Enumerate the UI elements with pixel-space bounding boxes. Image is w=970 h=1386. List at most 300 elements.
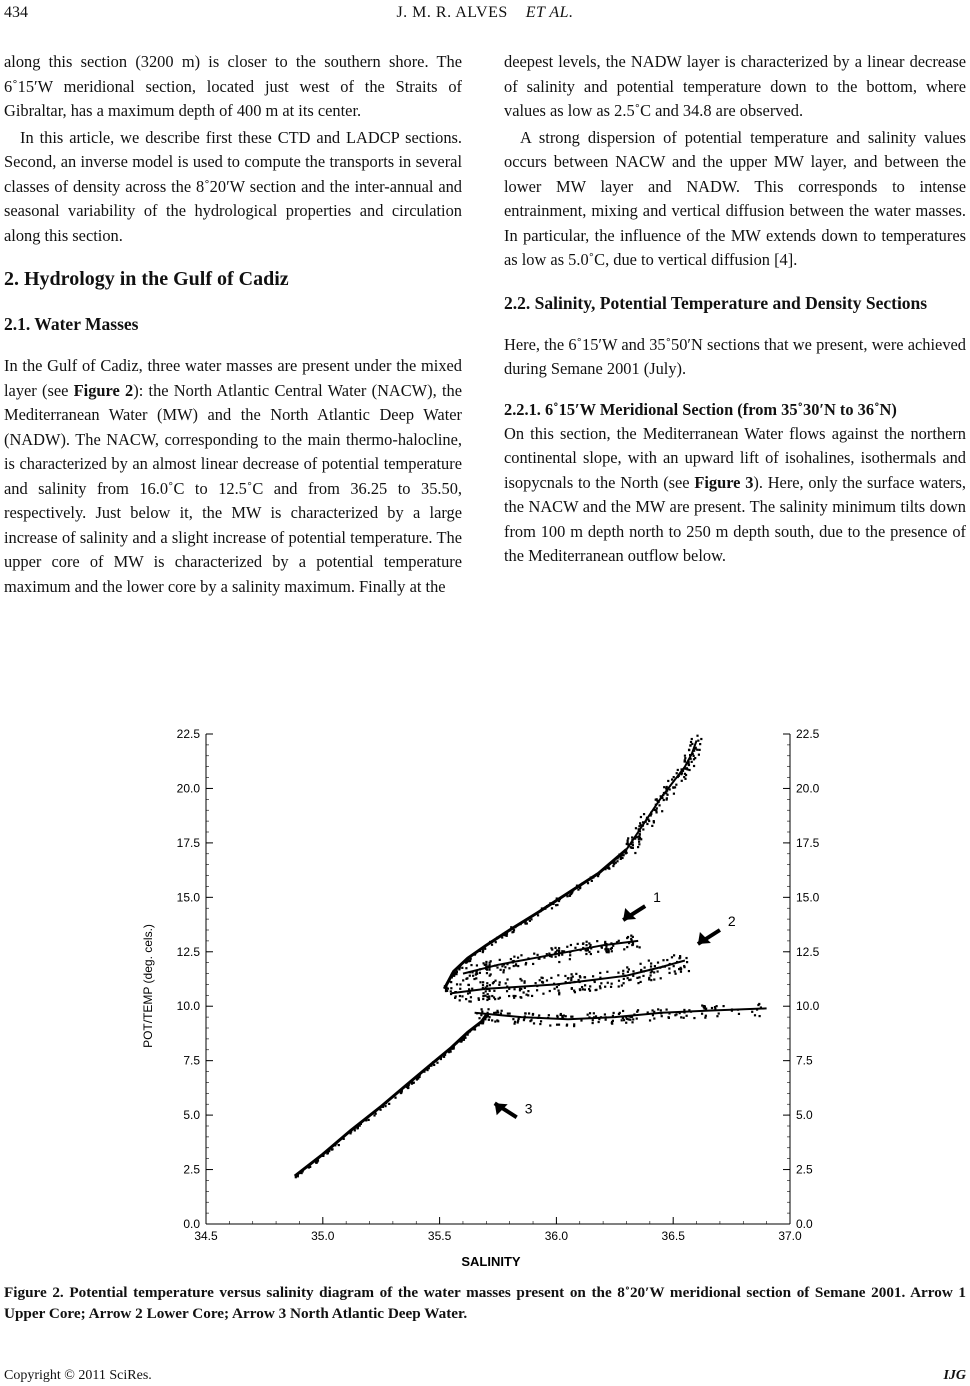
data-point bbox=[604, 986, 606, 988]
data-point bbox=[703, 1005, 705, 1007]
data-point bbox=[579, 976, 581, 978]
data-point bbox=[504, 966, 506, 968]
data-point bbox=[681, 780, 683, 782]
paragraph: In this article, we describe first these CTD and LADCP sections. Second, an inverse model is used to compute the transports in several classes of density across the 8˚20′W section and the inter-annual and seasonal variability of the hydrological properties and circulation along this section. bbox=[4, 127, 462, 245]
y-tick-label: 7.5 bbox=[183, 1053, 200, 1068]
data-point bbox=[642, 975, 644, 977]
data-point bbox=[536, 989, 538, 991]
figure-ref[interactable]: Figure 3 bbox=[694, 472, 754, 492]
data-point bbox=[527, 990, 529, 992]
data-point bbox=[523, 991, 525, 993]
data-point bbox=[482, 984, 484, 986]
data-point bbox=[646, 823, 648, 825]
data-point bbox=[553, 988, 555, 990]
data-point bbox=[587, 1014, 589, 1016]
data-point bbox=[574, 947, 576, 949]
data-point bbox=[638, 825, 640, 827]
data-point bbox=[499, 959, 501, 961]
data-point bbox=[660, 1009, 662, 1011]
data-point bbox=[686, 1015, 688, 1017]
data-point bbox=[450, 987, 452, 989]
data-point bbox=[573, 1023, 575, 1025]
data-point bbox=[696, 735, 698, 737]
data-point bbox=[662, 959, 664, 961]
data-point bbox=[484, 964, 486, 966]
data-point bbox=[394, 1097, 396, 1099]
data-point bbox=[718, 1012, 720, 1014]
data-point bbox=[520, 988, 522, 990]
data-point bbox=[642, 828, 644, 830]
data-point bbox=[618, 985, 620, 987]
data-point bbox=[558, 992, 560, 994]
y-axis-label: POT/TEMP (deg. cels.) bbox=[141, 924, 155, 1048]
data-point bbox=[542, 982, 544, 984]
figure-caption: Figure 2. Potential temperature versus salinity diagram of the water masses present on the 8˚20′W meridional section of Semane 2001. Arrow 1 Upper Core; Arrow 2 Lower Core; Arrow 3 North Atlantic Deep Water. bbox=[4, 1284, 966, 1322]
y-tick-label: 0.0 bbox=[183, 1217, 200, 1231]
data-point bbox=[648, 977, 650, 979]
data-point bbox=[581, 986, 583, 988]
data-point bbox=[683, 1017, 685, 1019]
data-point bbox=[650, 965, 652, 967]
series-line bbox=[627, 741, 697, 850]
data-point bbox=[508, 995, 510, 997]
data-point bbox=[637, 982, 639, 984]
data-point bbox=[632, 942, 634, 944]
data-point bbox=[489, 975, 491, 977]
y-tick-label: 15.0 bbox=[796, 890, 820, 905]
data-point bbox=[680, 971, 682, 973]
data-point bbox=[622, 982, 624, 984]
data-point bbox=[499, 969, 501, 971]
data-point bbox=[653, 978, 655, 980]
data-point bbox=[691, 761, 693, 763]
data-point bbox=[592, 1019, 594, 1021]
annotation-label: 3 bbox=[524, 1100, 533, 1117]
data-point bbox=[593, 1012, 595, 1014]
data-point bbox=[498, 984, 500, 986]
data-point bbox=[577, 943, 579, 945]
data-point bbox=[569, 954, 571, 956]
data-point bbox=[632, 936, 634, 938]
data-point bbox=[638, 841, 640, 843]
data-point bbox=[468, 960, 470, 962]
data-point bbox=[627, 936, 629, 938]
data-point bbox=[754, 1014, 756, 1016]
data-point bbox=[561, 1015, 563, 1017]
data-point bbox=[627, 971, 629, 973]
data-point bbox=[570, 979, 572, 981]
data-point bbox=[705, 1015, 707, 1017]
data-point bbox=[611, 947, 613, 949]
data-point bbox=[551, 907, 553, 909]
data-point bbox=[684, 759, 686, 761]
data-point bbox=[459, 983, 461, 985]
data-point bbox=[462, 979, 464, 981]
data-point bbox=[651, 825, 653, 827]
data-point bbox=[588, 988, 590, 990]
data-point bbox=[520, 954, 522, 956]
subsection-heading: 2.2. Salinity, Potential Temperature and Density Sections bbox=[504, 292, 928, 313]
data-point bbox=[622, 973, 624, 975]
data-point bbox=[519, 996, 521, 998]
data-point bbox=[639, 963, 641, 965]
data-point bbox=[628, 968, 630, 970]
data-point bbox=[556, 1015, 558, 1017]
y-tick-label: 22.5 bbox=[176, 727, 200, 741]
data-point bbox=[623, 1019, 625, 1021]
data-point bbox=[338, 1144, 340, 1146]
y-tick-label: 22.5 bbox=[796, 727, 820, 741]
x-tick-label: 34.5 bbox=[194, 1229, 218, 1243]
data-point bbox=[599, 985, 601, 987]
data-point bbox=[546, 979, 548, 981]
data-point bbox=[514, 995, 516, 997]
data-point bbox=[648, 960, 650, 962]
data-point bbox=[550, 977, 552, 979]
page-header bbox=[0, 0, 970, 30]
data-point bbox=[667, 780, 669, 782]
data-point bbox=[539, 1023, 541, 1025]
data-point bbox=[558, 950, 560, 952]
data-point bbox=[671, 778, 673, 780]
data-point bbox=[660, 977, 662, 979]
data-point bbox=[584, 984, 586, 986]
annotation-label: 1 bbox=[653, 889, 661, 906]
annotation-arrows bbox=[495, 889, 736, 1117]
data-point bbox=[470, 964, 472, 966]
data-point bbox=[491, 944, 493, 946]
data-point bbox=[564, 975, 566, 977]
data-point bbox=[542, 993, 544, 995]
data-point bbox=[490, 960, 492, 962]
data-point bbox=[536, 954, 538, 956]
data-point bbox=[622, 1010, 624, 1012]
data-point bbox=[611, 983, 613, 985]
paragraph: along this section (3200 m) is closer to the southern shore. The 6˚15′W meridional section, located just west of the Straits of Gibraltar, has a maximum depth of 400 m at its center. bbox=[4, 52, 462, 120]
y-tick-label: 15.0 bbox=[176, 890, 200, 905]
data-point bbox=[569, 958, 571, 960]
data-point bbox=[584, 989, 586, 991]
data-point bbox=[560, 1013, 562, 1015]
data-point bbox=[631, 1021, 633, 1023]
copyright: Copyright © 2011 SciRes. bbox=[4, 1368, 152, 1383]
data-point bbox=[622, 970, 624, 972]
data-point bbox=[627, 977, 629, 979]
data-point bbox=[674, 1014, 676, 1016]
data-point bbox=[538, 1014, 540, 1016]
data-point bbox=[632, 1018, 634, 1020]
data-point bbox=[688, 769, 690, 771]
data-point bbox=[629, 1019, 631, 1021]
data-point bbox=[486, 996, 488, 998]
data-point bbox=[657, 961, 659, 963]
data-point bbox=[557, 989, 559, 991]
data-point bbox=[693, 755, 695, 757]
data-point bbox=[492, 982, 494, 984]
data-point bbox=[638, 836, 640, 838]
data-point bbox=[597, 951, 599, 953]
y-tick-label: 2.5 bbox=[183, 1162, 200, 1177]
data-point bbox=[476, 973, 478, 975]
data-point bbox=[506, 990, 508, 992]
y-tick-label: 20.0 bbox=[796, 781, 820, 796]
data-point bbox=[591, 880, 593, 882]
data-point bbox=[677, 769, 679, 771]
data-point bbox=[592, 1022, 594, 1024]
data-point bbox=[672, 786, 674, 788]
data-point bbox=[613, 863, 615, 865]
data-point bbox=[456, 983, 458, 985]
data-point bbox=[668, 1017, 670, 1019]
data-point bbox=[580, 1019, 582, 1021]
figure-ref[interactable]: Figure 2 bbox=[73, 380, 134, 400]
data-point bbox=[503, 969, 505, 971]
data-point bbox=[626, 842, 628, 844]
data-point bbox=[691, 738, 693, 740]
data-point bbox=[482, 998, 484, 1000]
paragraph: deepest levels, the NADW layer is characterized by a linear decrease of salinity and potential temperature down to the bottom, where values as low as 2.5˚C and 34.8 are observed. bbox=[504, 52, 966, 120]
data-point bbox=[693, 1017, 695, 1019]
data-point bbox=[494, 1020, 496, 1022]
data-point bbox=[533, 953, 535, 955]
journal-abbrev: IJG bbox=[943, 1368, 966, 1383]
data-point bbox=[604, 948, 606, 950]
data-point bbox=[465, 978, 467, 980]
y-tick-label: 12.5 bbox=[796, 944, 820, 959]
data-point bbox=[589, 944, 591, 946]
data-point bbox=[508, 967, 510, 969]
x-tick-label: 36.0 bbox=[544, 1229, 569, 1243]
x-tick-label: 35.5 bbox=[427, 1229, 452, 1243]
data-point bbox=[688, 749, 690, 751]
data-point bbox=[628, 979, 630, 981]
data-point bbox=[480, 1008, 482, 1010]
data-point bbox=[554, 947, 556, 949]
data-point bbox=[649, 1019, 651, 1021]
data-point bbox=[558, 1024, 560, 1026]
data-point bbox=[626, 946, 628, 948]
data-point bbox=[696, 749, 698, 751]
data-point bbox=[494, 998, 496, 1000]
data-point bbox=[582, 988, 584, 990]
data-point bbox=[510, 958, 512, 960]
data-point bbox=[636, 945, 638, 947]
data-point bbox=[476, 964, 478, 966]
data-point bbox=[621, 984, 623, 986]
data-point bbox=[548, 1014, 550, 1016]
data-point bbox=[565, 1015, 567, 1017]
series-line bbox=[295, 1015, 487, 1176]
data-point bbox=[711, 1007, 713, 1009]
data-point bbox=[673, 965, 675, 967]
data-point bbox=[666, 959, 668, 961]
data-point bbox=[673, 954, 675, 956]
y-tick-label: 5.0 bbox=[183, 1108, 200, 1123]
axes bbox=[177, 727, 820, 1243]
data-point bbox=[493, 990, 495, 992]
data-point bbox=[632, 970, 634, 972]
y-tick-label: 7.5 bbox=[796, 1053, 813, 1068]
data-point bbox=[585, 944, 587, 946]
data-point bbox=[688, 970, 690, 972]
data-point bbox=[605, 1019, 607, 1021]
data-point bbox=[528, 1012, 530, 1014]
data-point bbox=[673, 793, 675, 795]
y-tick-label: 12.5 bbox=[176, 944, 200, 959]
data-point bbox=[557, 974, 559, 976]
data-point bbox=[601, 947, 603, 949]
data-point bbox=[657, 970, 659, 972]
data-point bbox=[606, 951, 608, 953]
data-point bbox=[594, 981, 596, 983]
data-point bbox=[751, 1011, 753, 1013]
data-point bbox=[611, 950, 613, 952]
data-point bbox=[486, 982, 488, 984]
data-point bbox=[693, 758, 695, 760]
data-point bbox=[638, 843, 640, 845]
data-point bbox=[674, 970, 676, 972]
data-point bbox=[489, 984, 491, 986]
data-point bbox=[589, 985, 591, 987]
data-point bbox=[549, 1024, 551, 1026]
data-point bbox=[495, 941, 497, 943]
data-point bbox=[658, 804, 660, 806]
data-point bbox=[689, 744, 691, 746]
x-tick-label: 35.0 bbox=[311, 1229, 335, 1243]
data-point bbox=[555, 956, 557, 958]
data-point bbox=[599, 972, 601, 974]
data-point bbox=[716, 1015, 718, 1017]
data-point bbox=[558, 961, 560, 963]
data-point bbox=[656, 807, 658, 809]
data-point bbox=[625, 850, 627, 852]
data-point bbox=[639, 834, 641, 836]
data-point bbox=[583, 976, 585, 978]
figure-2 bbox=[120, 726, 850, 1271]
data-point bbox=[663, 799, 665, 801]
data-point bbox=[517, 965, 519, 967]
data-point bbox=[487, 993, 489, 995]
data-point bbox=[686, 768, 688, 770]
data-point bbox=[653, 820, 655, 822]
data-point bbox=[738, 1013, 740, 1015]
data-point bbox=[666, 797, 668, 799]
data-point bbox=[651, 970, 653, 972]
data-point bbox=[600, 982, 602, 984]
paragraph: A strong dispersion of potential temperature and salinity values occurs between NACW and the upper MW layer, and between the lower MW layer and NADW. This corresponds to intense entrainment, mixing and vertical diffusion between the water masses. In particular, the influence of the MW extends down to temperatures as low as 5.0˚C, due to vertical diffusion [4]. bbox=[504, 127, 966, 269]
data-point bbox=[527, 994, 529, 996]
data-point bbox=[491, 1019, 493, 1021]
data-point bbox=[482, 981, 484, 983]
data-point bbox=[571, 987, 573, 989]
data-point bbox=[640, 816, 642, 818]
data-point bbox=[653, 971, 655, 973]
y-tick-label: 0.0 bbox=[796, 1217, 813, 1231]
data-point bbox=[690, 741, 692, 743]
data-point bbox=[671, 956, 673, 958]
data-point bbox=[488, 1016, 490, 1018]
data-point bbox=[585, 953, 587, 955]
data-point bbox=[517, 957, 519, 959]
data-point bbox=[461, 967, 463, 969]
data-point bbox=[567, 977, 569, 979]
data-point bbox=[506, 935, 508, 937]
data-point bbox=[497, 1020, 499, 1022]
data-point bbox=[612, 865, 614, 867]
y-tick-label: 17.5 bbox=[796, 835, 820, 850]
data-point bbox=[684, 757, 686, 759]
data-point bbox=[570, 1016, 572, 1018]
data-point bbox=[626, 1018, 628, 1020]
data-point bbox=[487, 1008, 489, 1010]
data-point bbox=[623, 978, 625, 980]
data-point bbox=[514, 1021, 516, 1023]
data-point bbox=[482, 1020, 484, 1022]
data-point bbox=[697, 740, 699, 742]
data-point bbox=[484, 995, 486, 997]
data-point bbox=[626, 966, 628, 968]
data-point bbox=[698, 754, 700, 756]
data-point bbox=[680, 1016, 682, 1018]
y-tick-label: 5.0 bbox=[796, 1108, 813, 1123]
data-point bbox=[529, 920, 531, 922]
data-point bbox=[704, 1017, 706, 1019]
data-point bbox=[632, 847, 634, 849]
data-point bbox=[653, 1017, 655, 1019]
data-point bbox=[686, 961, 688, 963]
data-point bbox=[468, 984, 470, 986]
data-point bbox=[661, 1015, 663, 1017]
data-point bbox=[469, 975, 471, 977]
data-point bbox=[501, 965, 503, 967]
data-point bbox=[582, 942, 584, 944]
data-point bbox=[459, 999, 461, 1001]
x-tick-label: 37.0 bbox=[778, 1229, 802, 1243]
right-column bbox=[504, 50, 966, 569]
data-point bbox=[699, 749, 701, 751]
data-point bbox=[650, 979, 652, 981]
data-point bbox=[579, 989, 581, 991]
data-point bbox=[618, 1013, 620, 1015]
data-point bbox=[640, 969, 642, 971]
data-point bbox=[701, 1013, 703, 1015]
data-point bbox=[627, 839, 629, 841]
data-point bbox=[592, 975, 594, 977]
data-point bbox=[636, 977, 638, 979]
data-point bbox=[485, 990, 487, 992]
data-point bbox=[482, 992, 484, 994]
data-point bbox=[388, 1103, 390, 1105]
data-point bbox=[513, 956, 515, 958]
data-point bbox=[496, 966, 498, 968]
data-point bbox=[556, 904, 558, 906]
data-point bbox=[569, 894, 571, 896]
data-point bbox=[532, 963, 534, 965]
data-point bbox=[613, 1012, 615, 1014]
y-tick-label: 10.0 bbox=[176, 999, 200, 1014]
data-point bbox=[644, 966, 646, 968]
data-point bbox=[459, 995, 461, 997]
data-point bbox=[684, 773, 686, 775]
data-point bbox=[680, 968, 682, 970]
data-point bbox=[556, 986, 558, 988]
data-point bbox=[479, 972, 481, 974]
data-point bbox=[481, 1011, 483, 1013]
data-point bbox=[384, 1105, 386, 1107]
data-point bbox=[470, 996, 472, 998]
data-point bbox=[540, 1020, 542, 1022]
data-point bbox=[699, 743, 701, 745]
